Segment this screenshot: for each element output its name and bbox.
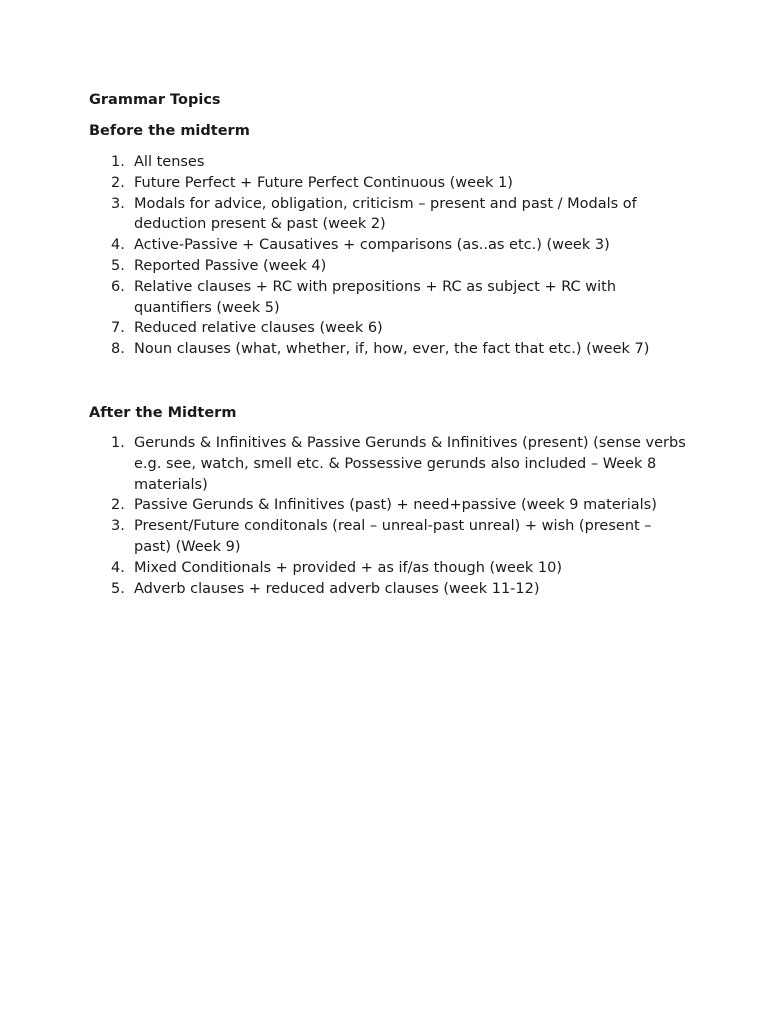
list-item-number: 5. bbox=[111, 257, 125, 274]
list-item-text: Future Perfect + Future Perfect Continuous (week 1) bbox=[134, 174, 513, 191]
list-item-number: 6. bbox=[111, 278, 125, 295]
section-heading-after-midterm: After the Midterm bbox=[89, 405, 237, 421]
list-item-text: Gerunds & Infinitives & Passive Gerunds & Infinitives (present) (sense verbs e.g. see, watch, smell etc. & Possessive gerunds also included – Week 8 materials) bbox=[134, 435, 686, 493]
list-item bbox=[89, 318, 689, 339]
list-item bbox=[89, 495, 689, 516]
list-item-text: Present/Future conditonals (real – unreal-past unreal) + wish (present – past) (Week 9) bbox=[134, 518, 652, 555]
list-item-number: 1. bbox=[111, 154, 125, 170]
section-heading-before-midterm: Before the midterm bbox=[89, 123, 250, 139]
list-item-number: 2. bbox=[111, 174, 125, 191]
list-item-text: Active-Passive + Causatives + comparisons (as..as etc.) (week 3) bbox=[134, 237, 610, 254]
list-item-number: 4. bbox=[111, 237, 125, 254]
list-item-number: 3. bbox=[111, 518, 125, 535]
list-item-number: 1. bbox=[111, 435, 125, 451]
list-item-number: 8. bbox=[111, 341, 125, 358]
list-item bbox=[89, 433, 689, 495]
list-item bbox=[89, 516, 689, 558]
list-item-number: 3. bbox=[111, 195, 125, 212]
list-item bbox=[89, 256, 689, 277]
after-midterm-list bbox=[89, 433, 689, 599]
list-item bbox=[89, 173, 689, 194]
list-item-number: 5. bbox=[111, 580, 125, 597]
list-item-text: Reduced relative clauses (week 6) bbox=[134, 320, 383, 337]
list-item-number: 4. bbox=[111, 559, 125, 576]
list-item-text: Noun clauses (what, whether, if, how, ever, the fact that etc.) (week 7) bbox=[134, 341, 650, 358]
list-item bbox=[89, 558, 689, 579]
list-item-text: Mixed Conditionals + provided + as if/as though (week 10) bbox=[134, 559, 562, 576]
list-item bbox=[89, 579, 689, 600]
before-midterm-list bbox=[89, 152, 689, 360]
list-item-text: Adverb clauses + reduced adverb clauses (week 11-12) bbox=[134, 580, 540, 597]
list-item-text: Reported Passive (week 4) bbox=[134, 257, 327, 274]
list-item-text: Relative clauses + RC with prepositions + RC as subject + RC with quantifiers (week 5) bbox=[134, 278, 617, 316]
list-item bbox=[89, 194, 689, 236]
document-title: Grammar Topics bbox=[89, 92, 221, 108]
list-item-text: All tenses bbox=[134, 154, 205, 170]
list-item-number: 2. bbox=[111, 497, 125, 514]
list-item bbox=[89, 277, 689, 319]
list-item bbox=[89, 235, 689, 256]
list-item-text: Modals for advice, obligation, criticism – present and past / Modals of deduction present & past (week 2) bbox=[134, 195, 637, 233]
list-item-text: Passive Gerunds & Infinitives (past) + need+passive (week 9 materials) bbox=[134, 497, 657, 514]
list-item bbox=[89, 152, 689, 173]
list-item-number: 7. bbox=[111, 320, 125, 337]
list-item bbox=[89, 339, 689, 360]
